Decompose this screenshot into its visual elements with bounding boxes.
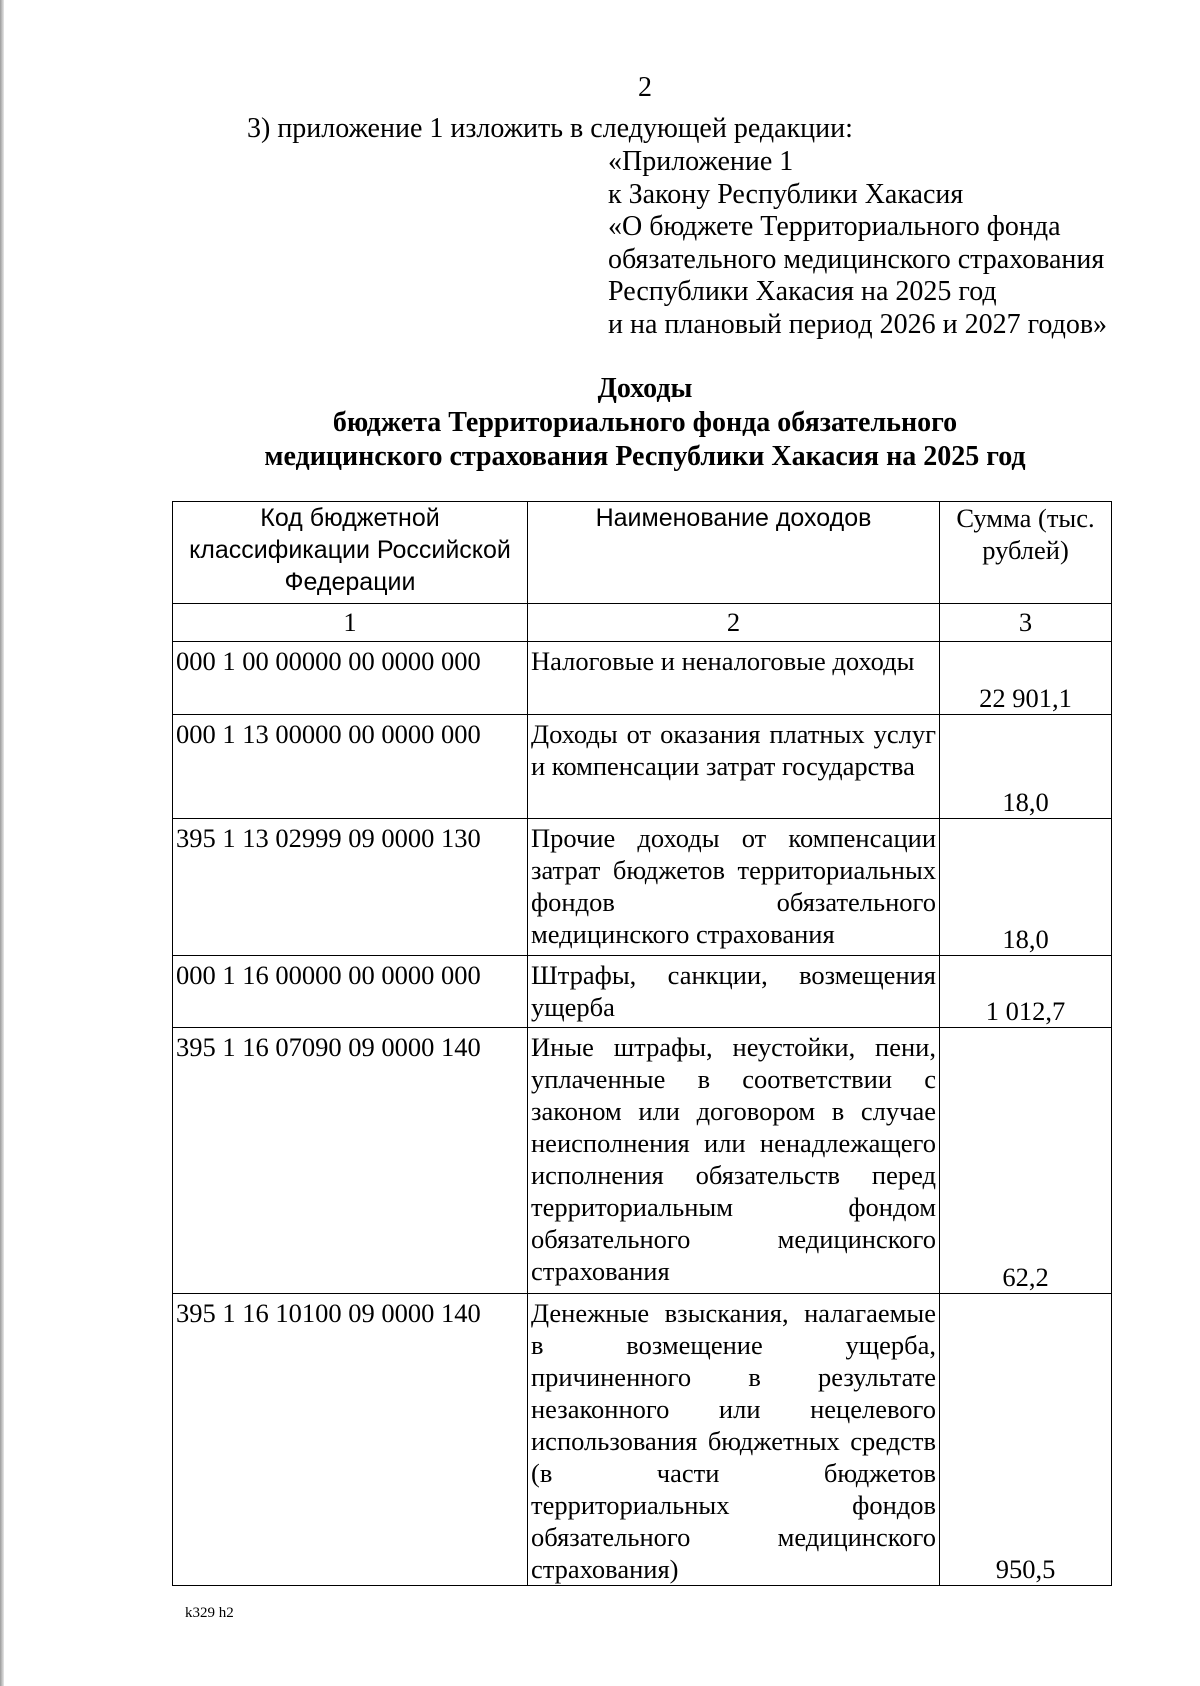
scan-edge <box>0 0 4 1686</box>
column-number: 1 <box>173 604 528 642</box>
page-number: 2 <box>638 72 652 103</box>
row-code: 395 1 16 10100 09 0000 140 <box>173 1294 528 1586</box>
document-title <box>0 372 1200 474</box>
header-sum: Сумма (тыс. рублей) <box>940 502 1112 604</box>
table-row <box>173 819 1112 956</box>
column-number: 3 <box>940 604 1112 642</box>
title-line: медицинского страхования Республики Хакасия на 2025 год <box>264 441 1026 472</box>
footer-code: k329 h2 <box>185 1605 234 1621</box>
amendment-instruction: 3) приложение 1 изложить в следующей редакции: <box>247 113 853 144</box>
row-sum: 18,0 <box>940 819 1112 956</box>
table-row <box>173 956 1112 1028</box>
row-sum: 950,5 <box>940 1294 1112 1586</box>
annex-line: обязательного медицинского страхования <box>608 243 1105 275</box>
row-name: Доходы от оказания платных услуг и компенсации затрат государства <box>528 715 940 819</box>
title-line: бюджета Территориального фонда обязательного <box>332 407 958 438</box>
row-sum: 22 901,1 <box>940 642 1112 715</box>
row-name: Налоговые и неналоговые доходы <box>528 642 940 715</box>
table-header-row <box>173 502 1112 604</box>
header-code: Код бюджетной классификации Российской Федерации <box>173 502 528 604</box>
table-row <box>173 1294 1112 1586</box>
row-sum: 18,0 <box>940 715 1112 819</box>
table-row <box>173 642 1112 715</box>
annex-line: Республики Хакасия на 2025 год <box>608 276 997 307</box>
column-number: 2 <box>528 604 940 642</box>
annex-reference <box>608 146 1107 341</box>
table-row <box>173 1028 1112 1294</box>
income-table <box>172 501 1112 1586</box>
annex-line: и на плановый период 2026 и 2027 годов» <box>608 308 1108 340</box>
row-code: 000 1 13 00000 00 0000 000 <box>173 715 528 819</box>
annex-line: «О бюджете Территориального фонда <box>608 211 1061 242</box>
row-sum: 62,2 <box>940 1028 1112 1294</box>
row-sum: 1 012,7 <box>940 956 1112 1028</box>
annex-line: к Закону Республики Хакасия <box>608 178 964 210</box>
column-number-row <box>173 604 1112 642</box>
header-name: Наименование доходов <box>528 502 940 604</box>
row-code: 000 1 16 00000 00 0000 000 <box>173 956 528 1028</box>
row-name: Иные штрафы, неустойки, пени, уплаченные в соответствии с законом или договором в случае неисполнения или ненадлежащего исполнения обязательств перед территориальным фондом обязательного медицинского страхования <box>528 1028 940 1294</box>
row-code: 395 1 16 07090 09 0000 140 <box>173 1028 528 1294</box>
row-name: Денежные взыскания, налагаемые в возмещение ущерба, причиненного в результате незаконного или нецелевого использования бюджетных средств (в части бюджетов территориальных фондов обязательного медицинского страхования) <box>528 1294 940 1586</box>
row-name: Прочие доходы от компенсации затрат бюджетов территориальных фондов обязательного медицинского страхования <box>528 819 940 956</box>
row-code: 395 1 13 02999 09 0000 130 <box>173 819 528 956</box>
row-code: 000 1 00 00000 00 0000 000 <box>173 642 528 715</box>
title-line: Доходы <box>597 373 693 404</box>
table-row <box>173 715 1112 819</box>
annex-line: «Приложение 1 <box>608 146 794 177</box>
row-name: Штрафы, санкции, возмещения ущерба <box>528 956 940 1028</box>
